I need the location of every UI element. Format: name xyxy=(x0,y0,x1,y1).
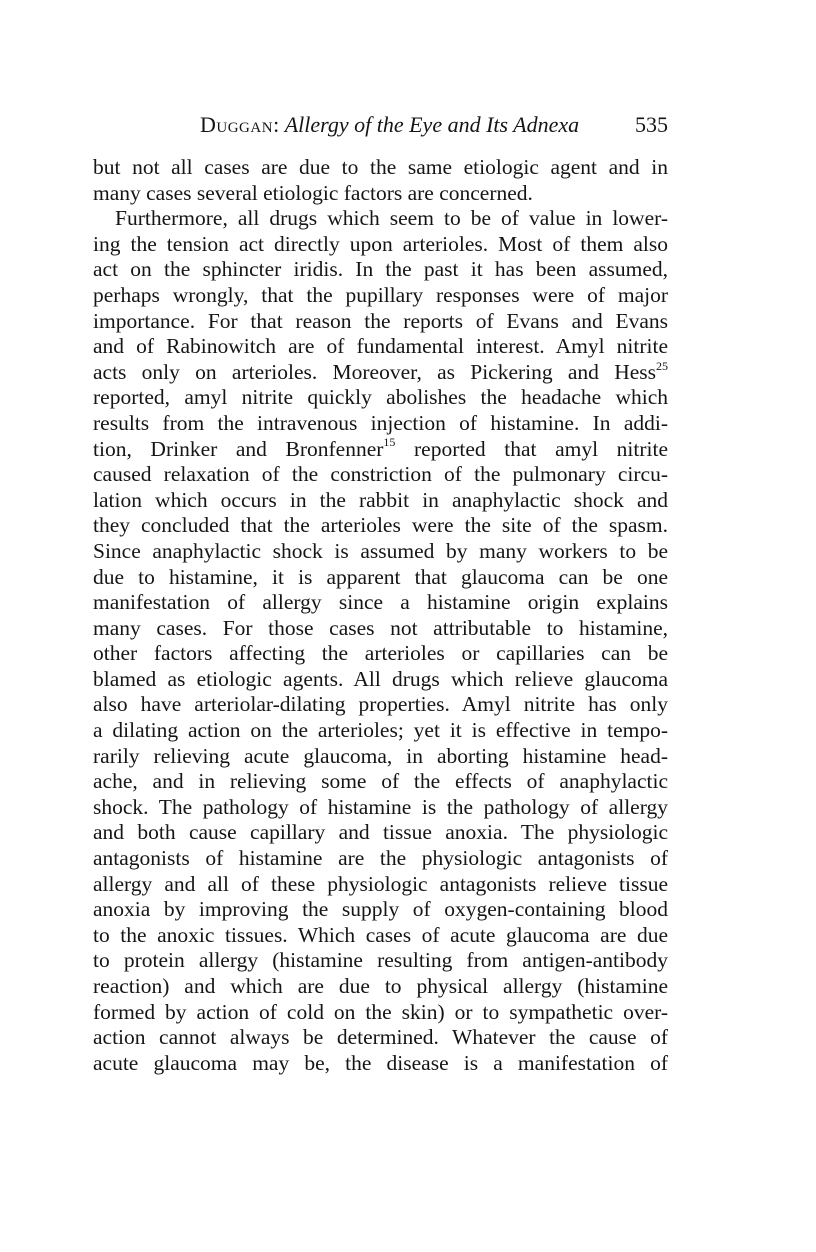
running-head-author: Duggan xyxy=(200,112,274,137)
line-text: tion, Drinker and Bronfenner xyxy=(93,436,384,461)
text-line: shock. The pathology of histamine is the pathology of allergy xyxy=(93,794,668,819)
body-text xyxy=(93,155,668,1076)
text-line: formed by action of cold on the skin) or to sympathetic over- xyxy=(93,999,668,1024)
running-head-title: Allergy of the Eye and Its Adnexa xyxy=(284,112,580,137)
footnote-ref-25: 25 xyxy=(656,358,668,373)
running-head-separator: : xyxy=(273,112,285,137)
text-line: lation which occurs in the rabbit in anaphylactic shock and xyxy=(93,487,668,512)
text-line: many cases. For those cases not attributable to histamine, xyxy=(93,615,668,640)
text-line: and both cause capillary and tissue anoxia. The physiologic xyxy=(93,820,668,845)
footnote-ref-15: 15 xyxy=(383,435,396,450)
paragraph-1 xyxy=(93,155,668,206)
text-line: antagonists of histamine are the physiologic antagonists of xyxy=(93,846,668,871)
text-line: to the anoxic tissues. Which cases of acute glaucoma are due xyxy=(93,922,668,947)
text-line: Since anaphylactic shock is assumed by many workers to be xyxy=(93,538,668,563)
line-text: acts only on arterioles. Moreover, as Pickering and Hess xyxy=(93,359,656,384)
text-line: reaction) and which are due to physical allergy (histamine xyxy=(93,974,668,998)
text-line: manifestation of allergy since a histamine origin explains xyxy=(93,590,668,615)
text-line: act on the sphincter iridis. In the past it has been assumed, xyxy=(93,257,668,282)
text-line: rarily relieving acute glaucoma, in aborting histamine head- xyxy=(93,743,668,768)
text-line: due to histamine, it is apparent that glaucoma can be one xyxy=(93,564,668,589)
text-line: blamed as etiologic agents. All drugs which relieve glaucoma xyxy=(93,666,668,691)
text-line: perhaps wrongly, that the pupillary responses were of major xyxy=(93,282,668,307)
text-line: to protein allergy (histamine resulting from antigen-antibody xyxy=(93,948,668,973)
text-line: results from the intravenous injection of histamine. In addi- xyxy=(93,410,668,435)
paragraph-2 xyxy=(93,206,668,1076)
text-line: but not all cases are due to the same etiologic agent and in xyxy=(93,155,668,179)
line-text: reported that amyl nitrite xyxy=(395,436,668,461)
text-line: allergy and all of these physiologic antagonists relieve tissue xyxy=(93,871,668,896)
running-head xyxy=(200,108,668,142)
text-line: ache, and in relieving some of the effects of anaphylactic xyxy=(93,769,668,794)
text-line: many cases several etiologic factors are concerned. xyxy=(93,180,533,205)
page-number: 535 xyxy=(635,112,668,137)
text-line: action cannot always be determined. Whatever the cause of xyxy=(93,1025,668,1050)
text-line: Furthermore, all drugs which seem to be of value in lower- xyxy=(115,206,668,231)
text-line: acute glaucoma may be, the disease is a manifestation of xyxy=(93,1050,668,1075)
text-line: importance. For that reason the reports of Evans and Evans xyxy=(93,308,668,333)
text-line xyxy=(93,360,668,386)
text-line: they concluded that the arterioles were the site of the spasm. xyxy=(93,513,668,538)
text-line: also have arteriolar-dilating properties. Amyl nitrite has only xyxy=(93,692,668,717)
text-line: ing the tension act directly upon arterioles. Most of them also xyxy=(93,231,668,256)
text-line: a dilating action on the arterioles; yet it is effective in tempo- xyxy=(93,718,668,743)
text-line xyxy=(93,437,668,463)
text-line: other factors affecting the arterioles or capillaries can be xyxy=(93,641,668,666)
text-line: caused relaxation of the constriction of the pulmonary circu- xyxy=(93,462,668,487)
text-line: and of Rabinowitch are of fundamental interest. Amyl nitrite xyxy=(93,334,668,359)
text-line: anoxia by improving the supply of oxygen-containing blood xyxy=(93,897,668,922)
text-line: reported, amyl nitrite quickly abolishes the headache which xyxy=(93,385,668,410)
